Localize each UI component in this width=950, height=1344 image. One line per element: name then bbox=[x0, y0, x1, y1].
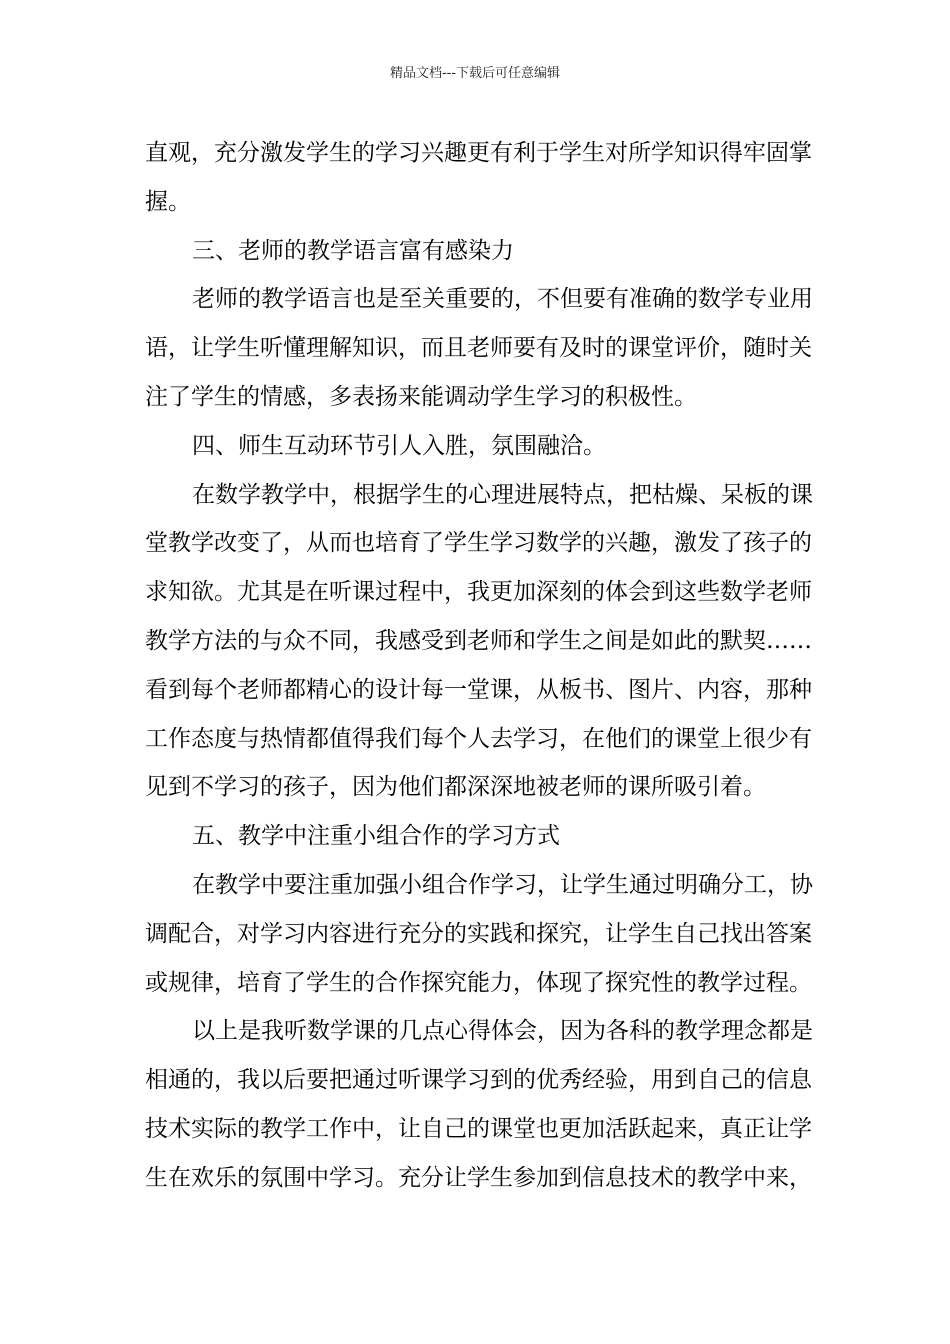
text-line: 语，让学生听懂理解知识，而且老师要有及时的课堂评价，随时关 bbox=[145, 335, 812, 362]
text-line: 教学方法的与众不同，我感受到老师和学生之间是如此的默契…… bbox=[145, 627, 812, 654]
page-header: 精品文档---下载后可任意编辑 bbox=[389, 66, 561, 81]
text-line: 求知欲。尤其是在听课过程中，我更加深刻的体会到这些数学老师 bbox=[145, 579, 812, 606]
text-line: 注了学生的情感，多表扬来能调动学生学习的积极性。 bbox=[145, 383, 697, 410]
text-line: 以上是我听数学课的几点心得体会，因为各科的教学理念都是 bbox=[192, 1018, 813, 1045]
text-line: 调配合，对学习内容进行充分的实践和探究，让学生自己找出答案 bbox=[145, 920, 812, 947]
text-line: 堂教学改变了，从而也培育了学生学习数学的兴趣，激发了孩子的 bbox=[145, 530, 812, 557]
text-line: 技术实际的教学工作中，让自己的课堂也更加活跃起来，真正让学 bbox=[145, 1115, 812, 1142]
section-heading: 四、师生互动环节引人入胜，氛围融洽。 bbox=[192, 432, 606, 459]
text-line: 在教学中要注重加强小组合作学习，让学生通过明确分工，协 bbox=[192, 871, 813, 898]
text-line: 相通的，我以后要把通过听课学习到的优秀经验，用到自己的信息 bbox=[145, 1067, 812, 1094]
text-line: 见到不学习的孩子，因为他们都深深地被老师的课所吸引着。 bbox=[145, 774, 766, 801]
text-line: 看到每个老师都精心的设计每一堂课，从板书、图片、内容，那种 bbox=[145, 676, 812, 703]
text-line: 工作态度与热情都值得我们每个人去学习，在他们的课堂上很少有 bbox=[145, 725, 812, 752]
document-body bbox=[145, 129, 813, 1203]
text-line: 生在欢乐的氛围中学习。充分让学生参加到信息技术的教学中来， bbox=[145, 1164, 812, 1191]
section-heading: 三、老师的教学语言富有感染力 bbox=[192, 237, 514, 264]
text-line: 直观，充分激发学生的学习兴趣更有利于学生对所学知识得牢固掌 bbox=[145, 140, 812, 166]
text-line: 或规律，培育了学生的合作探究能力，体现了探究性的教学过程。 bbox=[145, 969, 812, 996]
text-line: 老师的教学语言也是至关重要的，不但要有准确的数学专业用 bbox=[192, 286, 813, 313]
text-line: 在数学教学中，根据学生的心理进展特点，把枯燥、呆板的课 bbox=[192, 481, 813, 508]
text-line: 握。 bbox=[145, 188, 191, 215]
section-heading: 五、教学中注重小组合作的学习方式 bbox=[192, 823, 560, 850]
